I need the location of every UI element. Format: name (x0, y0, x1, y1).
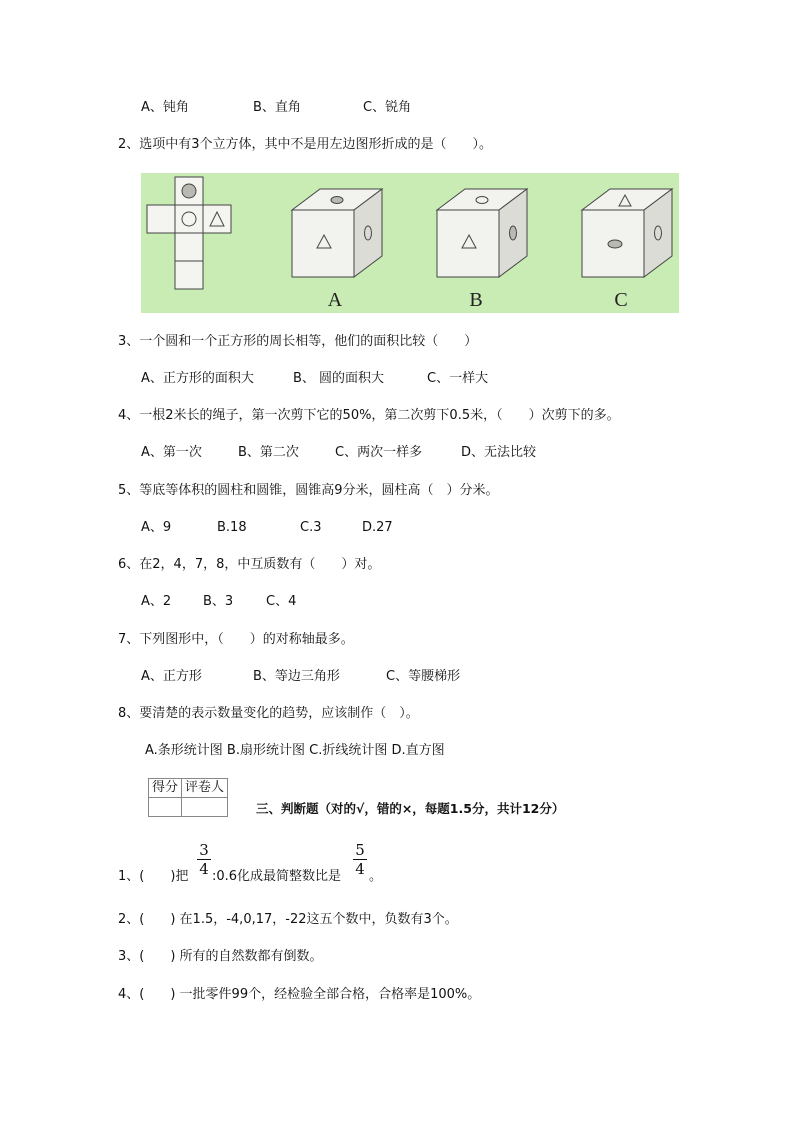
q2-text: 2、选项中有3个立方体，其中不是用左边图形折成的是（ ）。 (118, 137, 493, 152)
q4-options (141, 444, 536, 462)
cube-figure (141, 173, 679, 313)
q7-option-c: C、等腰梯形 (386, 669, 461, 684)
q4-option-b: B、第二次 (238, 445, 299, 460)
cube-label-c: C (614, 289, 628, 311)
q4-option-c: C、两次一样多 (335, 445, 423, 460)
q4-text: 4、一根2米长的绳子，第一次剪下它的50%，第二次剪下0.5米，（ ）次剪下的多。 (118, 408, 620, 423)
q3-option-b: B、 圆的面积大 (293, 371, 385, 386)
q6-options (141, 593, 296, 611)
score-header: 得分 (149, 779, 182, 798)
q6-text: 6、在2，4，7，8，中互质数有（ ）对。 (118, 557, 381, 572)
section3-title: 三、判断题（对的√，错的×，每题1.5分，共计12分） (256, 801, 565, 816)
q6-option-a: A、2 (141, 594, 172, 609)
judge-1-end: 。 (369, 869, 383, 884)
grader-cell[interactable] (182, 798, 228, 817)
q3-option-a: A、正方形的面积大 (141, 371, 254, 386)
score-cell[interactable] (149, 798, 182, 817)
q1-options (141, 99, 411, 117)
q1-option-b: B、直角 (253, 100, 301, 115)
q5-option-c: C.3 (300, 520, 322, 535)
q7-option-a: A、正方形 (141, 669, 202, 684)
q7-option-b: B、等边三角形 (253, 669, 340, 684)
q4-option-d: D、无法比较 (461, 445, 537, 460)
q4-option-a: A、第一次 (141, 445, 202, 460)
grader-header: 评卷人 (182, 779, 228, 798)
q6-option-b: B、3 (203, 594, 234, 609)
judge-1-prefix: 1、( )把 (118, 869, 189, 884)
q5-option-d: D.27 (362, 520, 393, 535)
q3-text: 3、一个圆和一个正方形的周长相等，他们的面积比较（ ） (118, 334, 478, 349)
q3-option-c: C、一样大 (427, 371, 489, 386)
judge-2: 2、( ) 在1.5，-4,0,17，-22这五个数中，负数有3个。 (118, 912, 458, 927)
fraction-3-4-denominator: 4 (199, 860, 209, 878)
q8-text: 8、要清楚的表示数量变化的趋势，应该制作（ ）。 (118, 706, 419, 721)
cube-net (147, 177, 231, 289)
cube-label-a: A (327, 289, 343, 311)
fraction-5-4-numerator: 5 (355, 841, 365, 859)
q5-option-a: A、9 (141, 520, 172, 535)
q6-option-c: C、4 (266, 594, 297, 609)
cube-c (582, 189, 672, 277)
q7-text: 7、下列图形中，（ ）的对称轴最多。 (118, 632, 354, 647)
q8-options: A.条形统计图 B.扇形统计图 C.折线统计图 D.直方图 (145, 743, 445, 758)
fraction-5-4-denominator: 4 (355, 860, 365, 878)
q7-options (141, 668, 460, 686)
cube-b (437, 189, 527, 277)
q3-options (141, 370, 488, 388)
cube-a (292, 189, 382, 277)
q1-option-a: A、钝角 (141, 100, 189, 115)
q5-options (141, 519, 393, 537)
q5-text: 5、等底等体积的圆柱和圆锥，圆锥高9分米，圆柱高（ ）分米。 (118, 483, 499, 498)
fraction-3-4 (197, 842, 211, 877)
fraction-5-4 (353, 842, 367, 877)
cube-label-b: B (469, 289, 483, 311)
q1-option-c: C、锐角 (363, 100, 412, 115)
judge-4: 4、( ) 一批零件99个，经检验全部合格，合格率是100%。 (118, 987, 481, 1002)
judge-3: 3、( ) 所有的自然数都有倒数。 (118, 949, 323, 964)
judge-1-middle: :0.6化成最简整数比是 (212, 869, 342, 884)
cube-figure-drawing (141, 173, 679, 313)
q5-option-b: B.18 (217, 520, 247, 535)
fraction-3-4-numerator: 3 (199, 841, 209, 859)
score-table (148, 778, 228, 817)
